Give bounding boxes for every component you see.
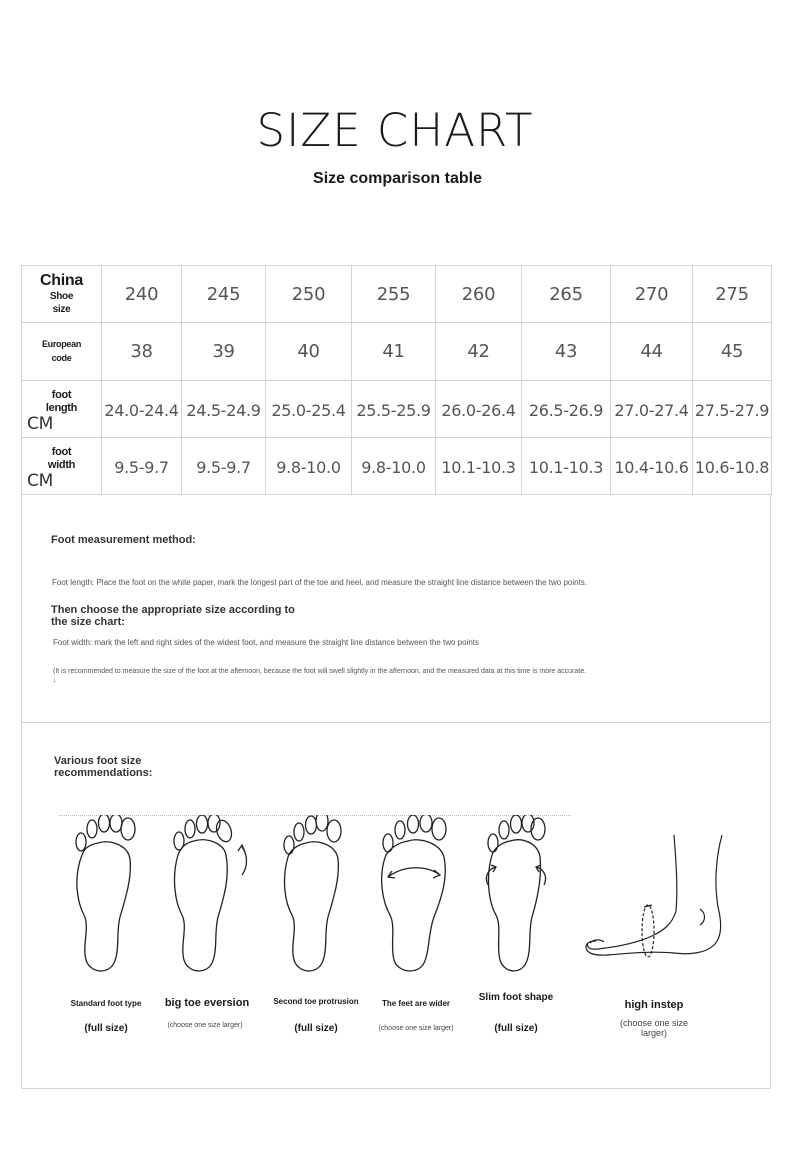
standard-foot-icon [68,815,140,975]
row-header-unit: CM [27,413,53,434]
measurement-note [53,667,703,685]
page-title: SIZE CHART [256,104,534,157]
table-cell: 10.1-10.3 [436,437,522,494]
table-cell: 255 [352,266,436,323]
table-cell: 44 [611,323,693,380]
foot-advice: (choose one size larger) [167,1022,243,1029]
row-header-label: European [41,339,82,350]
slim-foot-icon [478,815,554,975]
wide-foot-icon [378,815,454,975]
second-toe-foot-icon [278,815,350,975]
table-cell: 42 [436,323,522,380]
table-cell: 24.0-24.4 [102,380,182,437]
table-cell: 24.5-24.9 [182,380,266,437]
row-header-european-code [22,323,102,380]
measurement-heading: Foot measurement method: [51,534,196,546]
table-cell: 40 [266,323,352,380]
table-cell: 260 [436,266,522,323]
table-cell: 39 [182,323,266,380]
table-cell: 270 [611,266,693,323]
row-header-unit: CM [27,470,53,491]
row-header-foot-length [22,380,102,437]
table-cell: 265 [522,266,611,323]
row-header-label: China [40,272,83,290]
table-cell: 10.1-10.3 [522,437,611,494]
table-cell: 27.0-27.4 [611,380,693,437]
foot-length-instruction: Foot length: Place the foot on the white paper, mark the longest part of the toe and heel, and measure the straight line distance between the two points. [52,578,588,587]
down-arrow-icon: ↓ [53,677,57,684]
table-cell: 275 [693,266,772,323]
table-cell: 250 [266,266,352,323]
table-cell: 27.5-27.9 [693,380,772,437]
foot-advice: (choose one size larger) [619,1018,689,1038]
table-row-european-code [22,323,772,380]
table-cell: 245 [182,266,266,323]
table-cell: 26.0-26.4 [436,380,522,437]
row-header-label: width [47,458,76,471]
big-toe-eversion-foot-icon [170,815,254,975]
table-cell: 26.5-26.9 [522,380,611,437]
row-header-label: Shoe [49,291,74,303]
row-header-label: foot [51,445,72,458]
table-cell: 9.5-9.7 [182,437,266,494]
foot-width-instruction: Foot width: mark the left and right sides of the widest foot, and measure the straight line distance between the two points [53,638,480,647]
foot-type-label: The feet are wider [381,999,451,1008]
table-cell: 9.8-10.0 [352,437,436,494]
high-instep-foot-icon [582,831,732,961]
row-header-label: length [45,401,78,414]
row-header-foot-width [22,437,102,494]
table-cell: 25.0-25.4 [266,380,352,437]
foot-type-label: big toe eversion [164,997,250,1009]
page-subtitle: Size comparison table [313,170,482,187]
row-header-china-size [22,266,102,323]
size-table [21,265,772,495]
foot-advice: (choose one size larger) [378,1025,454,1032]
foot-type-label: Second toe protrusion [273,997,359,1006]
foot-advice: (full size) [494,1023,538,1034]
foot-type-label: Standard foot type [70,999,142,1008]
table-cell: 10.6-10.8 [693,437,772,494]
table-cell: 10.4-10.6 [611,437,693,494]
foot-type-label: Slim foot shape [478,992,554,1003]
foot-type-label: high instep [624,999,684,1011]
table-cell: 43 [522,323,611,380]
recommendations-section [21,722,771,1089]
table-cell: 45 [693,323,772,380]
measurement-section [21,494,771,723]
table-cell: 25.5-25.9 [352,380,436,437]
row-header-label: code [51,353,72,364]
table-cell: 41 [352,323,436,380]
foot-advice: (full size) [294,1023,338,1034]
table-cell: 240 [102,266,182,323]
row-header-label: foot [51,388,72,401]
recommendations-heading: Various foot size recommendations: [54,755,153,779]
table-row-foot-width [22,437,772,494]
table-cell: 9.5-9.7 [102,437,182,494]
choose-size-instruction: Then choose the appropriate size according to the size chart: [51,604,295,628]
measurement-note-text: (It is recommended to measure the size of the foot at the afternoon, because the foot will swell slightly in the afternoon, and the measured data at this time is more accurate. [53,668,587,675]
row-header-label: size [52,304,71,316]
table-row-china-size [22,266,772,323]
table-cell: 9.8-10.0 [266,437,352,494]
table-cell: 38 [102,323,182,380]
table-row-foot-length [22,380,772,437]
foot-advice: (full size) [84,1023,128,1034]
